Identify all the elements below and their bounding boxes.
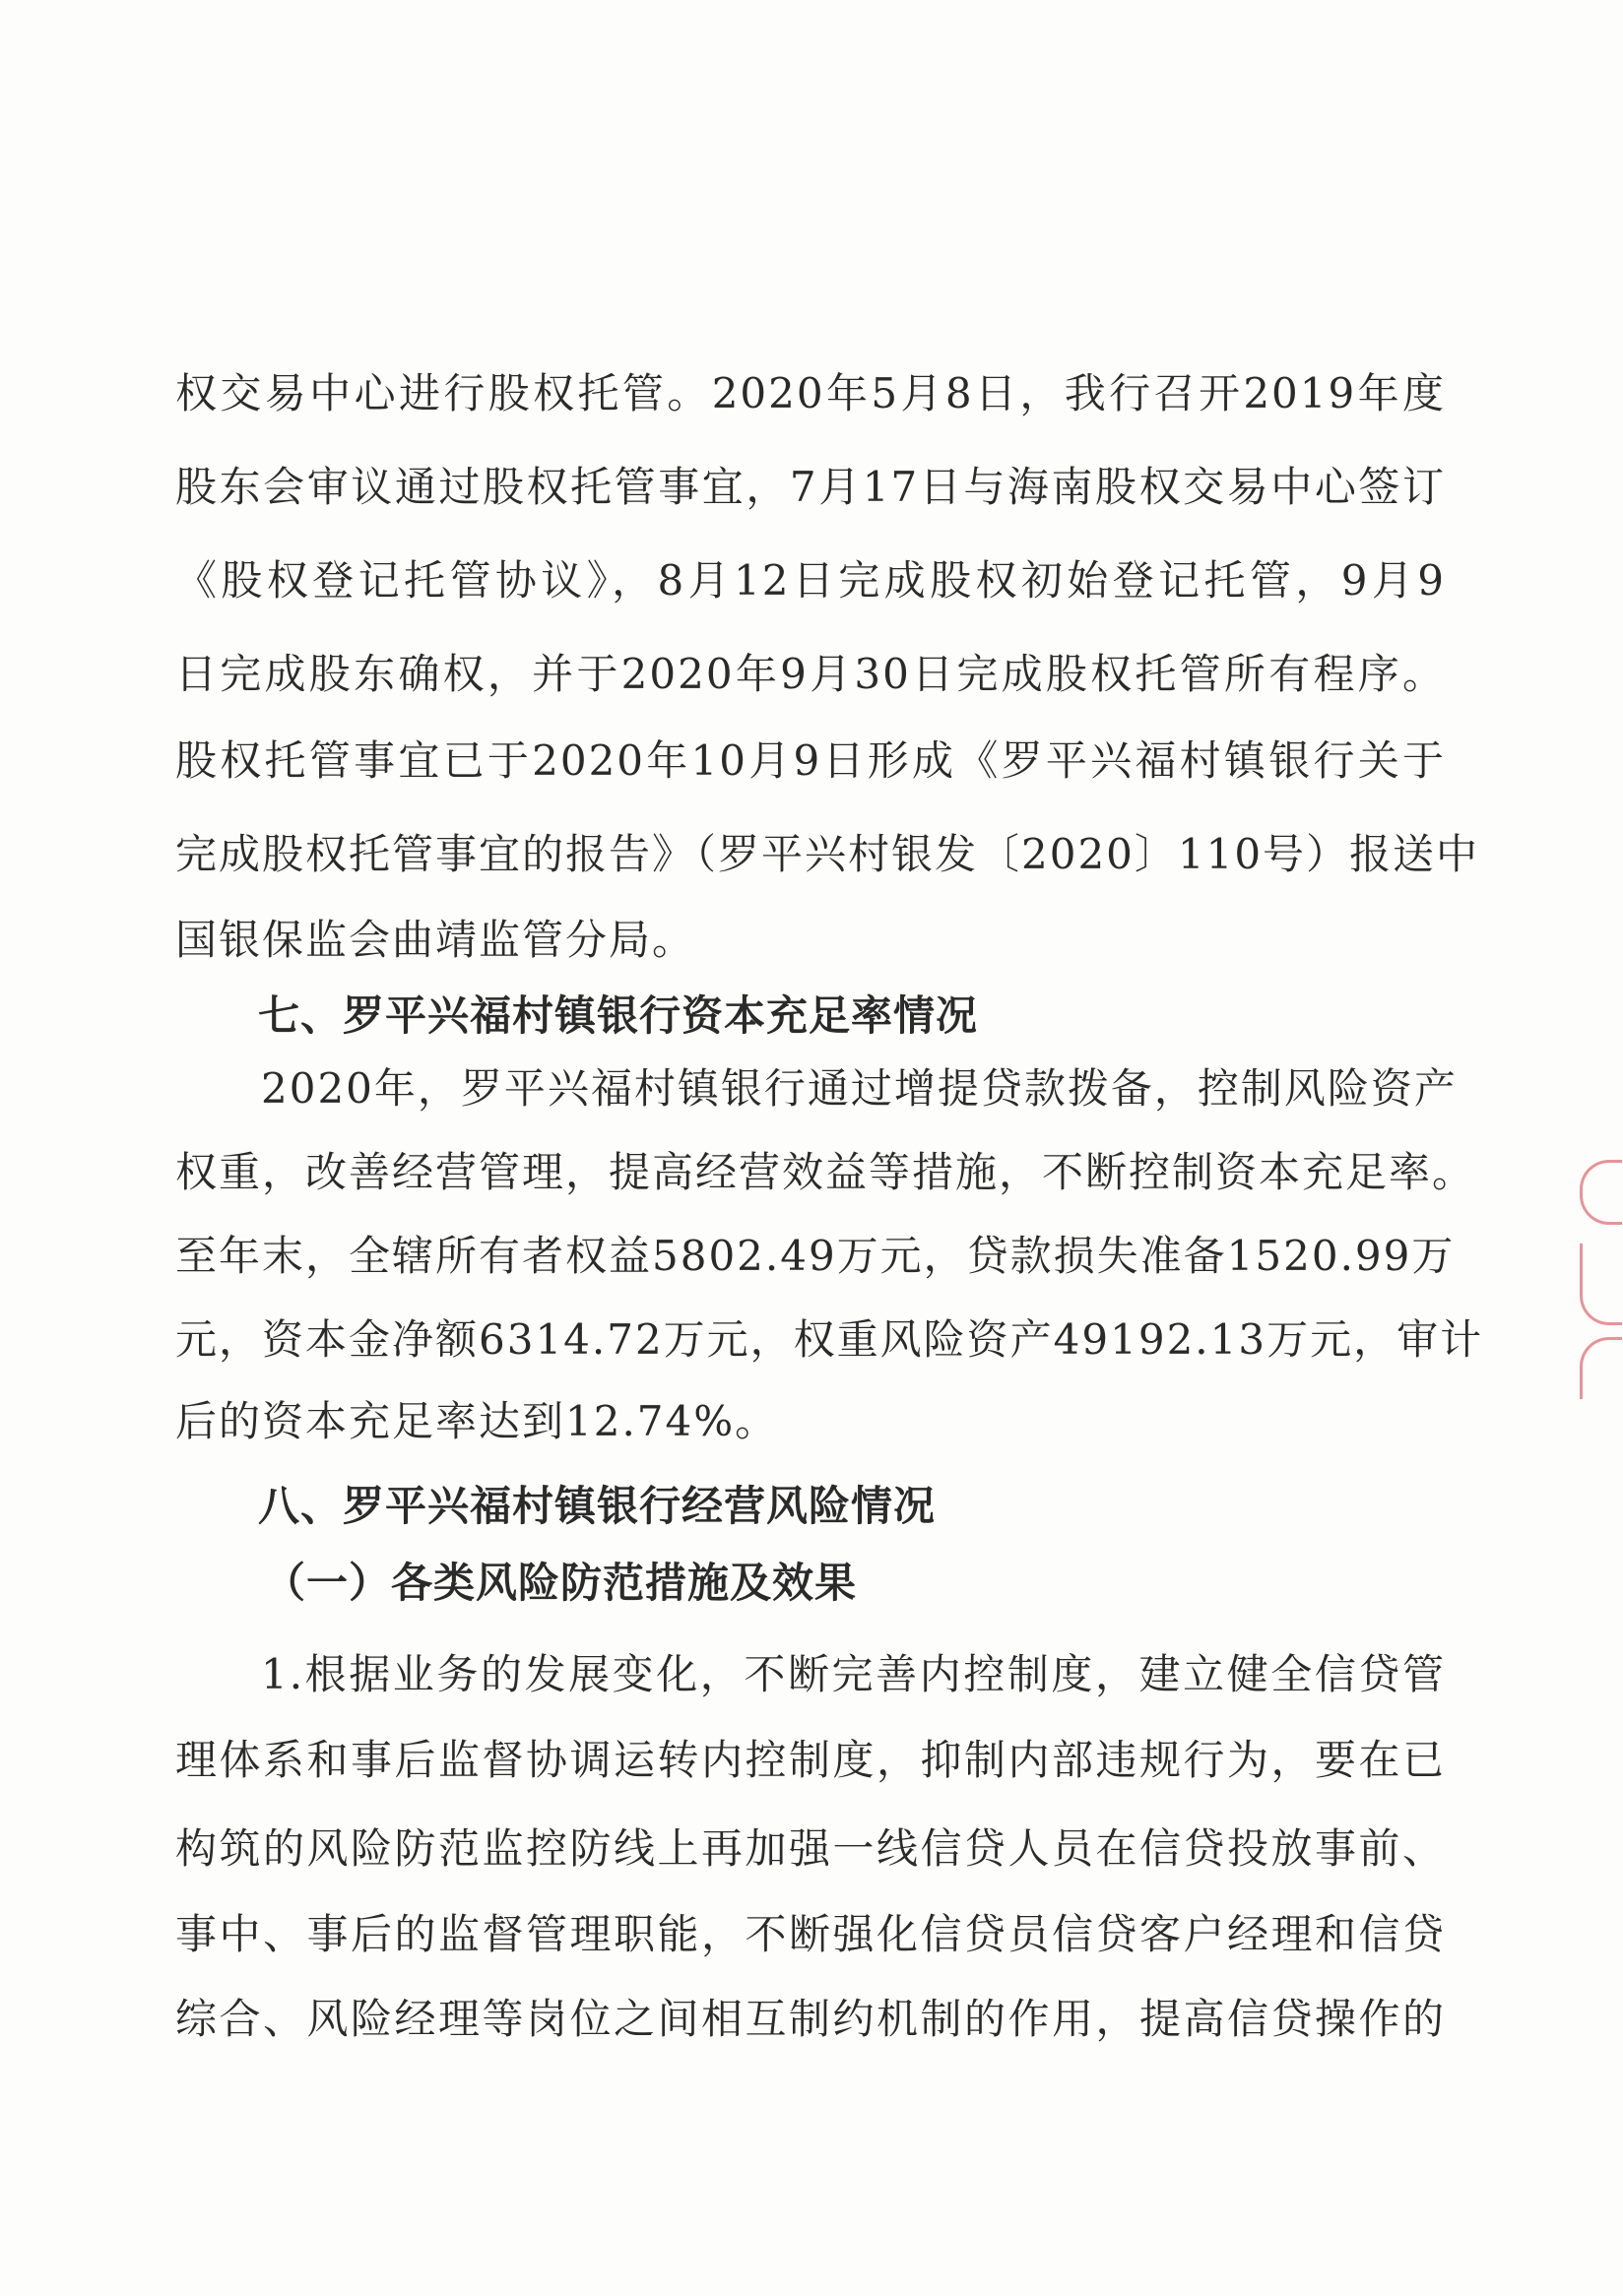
body-line: 国银保监会曲靖监管分局。	[175, 916, 696, 964]
body-line: 日完成股东确权，并于2020年9月30日完成股权托管所有程序。	[175, 650, 1446, 698]
section-8-line: 综合、风险经理等岗位之间相互制约机制的作用，提高信贷操作的	[175, 1995, 1446, 2043]
section-7-line: 2020年，罗平兴福村镇银行通过增提贷款拨备，控制风险资产	[261, 1064, 1458, 1113]
section-7-line: 后的资本充足率达到12.74%。	[175, 1397, 779, 1445]
section-7-heading: 七、罗平兴福村镇银行资本充足率情况	[258, 991, 979, 1040]
section-8-line: 理体系和事后监督协调运转内控制度，抑制内部违规行为，要在已	[175, 1736, 1446, 1784]
section-7-line: 权重，改善经营管理，提高经营效益等措施，不断控制资本充足率。	[175, 1148, 1476, 1196]
section-7-line: 元，资本金净额6314.72万元，权重风险资产49192.13万元，审计	[175, 1315, 1484, 1364]
section-7-line: 至年末，全辖所有者权益5802.49万元，贷款损失准备1520.99万	[175, 1232, 1456, 1280]
section-8-line: 1.根据业务的发展变化，不断完善内控制度，建立健全信贷管	[261, 1650, 1446, 1698]
body-line: 股东会审议通过股权托管事宜，7月17日与海南股权交易中心签订	[175, 463, 1446, 511]
body-line: 完成股权托管事宜的报告》（罗平兴村银发〔2020〕110号）报送中	[175, 830, 1480, 878]
section-8-subheading: （一）各类风险防范措施及效果	[264, 1559, 858, 1607]
section-8-heading: 八、罗平兴福村镇银行经营风险情况	[258, 1482, 937, 1530]
section-8-line: 事中、事后的监督管理职能，不断强化信贷员信贷客户经理和信贷	[175, 1910, 1446, 1958]
body-line: 股权托管事宜已于2020年10月9日形成《罗平兴福村镇银行关于	[175, 736, 1446, 785]
partial-red-seal	[1576, 1150, 1623, 1416]
body-line: 权交易中心进行股权托管。2020年5月8日，我行召开2019年度	[175, 369, 1446, 417]
body-line: 《股权登记托管协议》，8月12日完成股权初始登记托管，9月9	[175, 556, 1446, 605]
section-8-line: 构筑的风险防范监控防线上再加强一线信贷人员在信贷投放事前、	[175, 1824, 1446, 1873]
